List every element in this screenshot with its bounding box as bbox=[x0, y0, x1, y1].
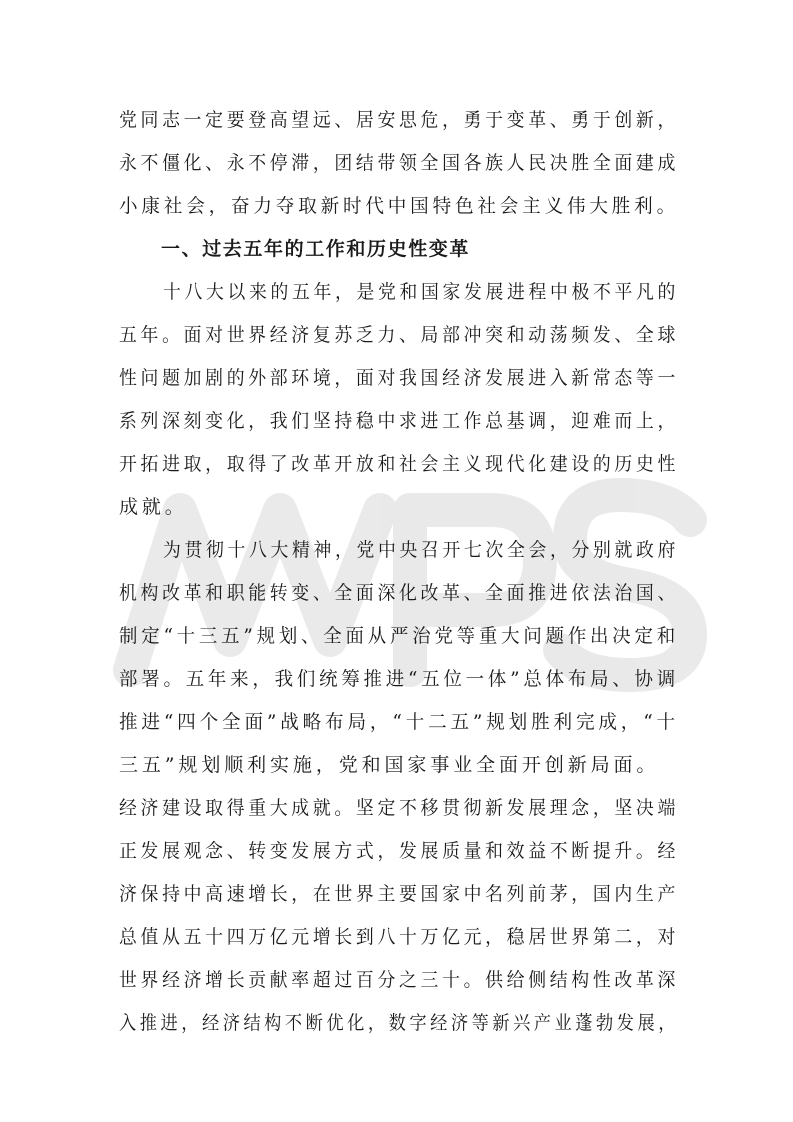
body-line: 入推进，经济结构不断优化，数字经济等新兴产业蓬勃发展， bbox=[119, 1012, 680, 1034]
body-line: 性问题加剧的外部环境，面对我国经济发展进入新常态等一 bbox=[119, 367, 679, 389]
body-line: 三五”规划顺利实施，党和国家事业全面开创新局面。 bbox=[119, 754, 660, 776]
body-line: 成就。 bbox=[119, 496, 188, 518]
body-line: 济保持中高速增长，在世界主要国家中名列前茅，国内生产 bbox=[119, 883, 679, 905]
body-line: 五年。面对世界经济复苏乏力、局部冲突和动荡频发、全球 bbox=[119, 324, 679, 346]
body-line: 党同志一定要登高望远、居安思危，勇于变革、勇于创新， bbox=[119, 109, 679, 131]
body-line: 经济建设取得重大成就。坚定不移贯彻新发展理念，坚决端 bbox=[119, 797, 679, 819]
body-line: 开拓进取，取得了改革开放和社会主义现代化建设的历史性 bbox=[119, 453, 679, 475]
body-line: 推进“四个全面”战略布局，“十二五”规划胜利完成，“十 bbox=[119, 711, 679, 733]
body-line: 机构改革和职能转变、全面深化改革、全面推进依法治国、 bbox=[119, 582, 679, 604]
body-line: 世界经济增长贡献率超过百分之三十。供给侧结构性改革深 bbox=[119, 969, 679, 991]
body-line: 十八大以来的五年，是党和国家发展进程中极不平凡的 bbox=[163, 281, 679, 303]
body-line: 正发展观念、转变发展方式，发展质量和效益不断提升。经 bbox=[119, 840, 679, 862]
body-line: 部署。五年来，我们统筹推进“五位一体”总体布局、协调 bbox=[119, 668, 679, 690]
body-line: 制定“十三五”规划、全面从严治党等重大问题作出决定和 bbox=[119, 625, 679, 647]
body-line: 系列深刻变化，我们坚持稳中求进工作总基调，迎难而上， bbox=[119, 410, 679, 432]
body-line: 永不僵化、永不停滞，团结带领全国各族人民决胜全面建成 bbox=[119, 152, 679, 174]
body-line: 为贯彻十八大精神，党中央召开七次全会，分别就政府 bbox=[163, 539, 679, 561]
body-line: 小康社会，奋力夺取新时代中国特色社会主义伟大胜利。 bbox=[119, 195, 679, 217]
section-heading: 一、过去五年的工作和历史性变革 bbox=[161, 238, 471, 260]
body-line: 总值从五十四万亿元增长到八十万亿元，稳居世界第二，对 bbox=[119, 926, 679, 948]
